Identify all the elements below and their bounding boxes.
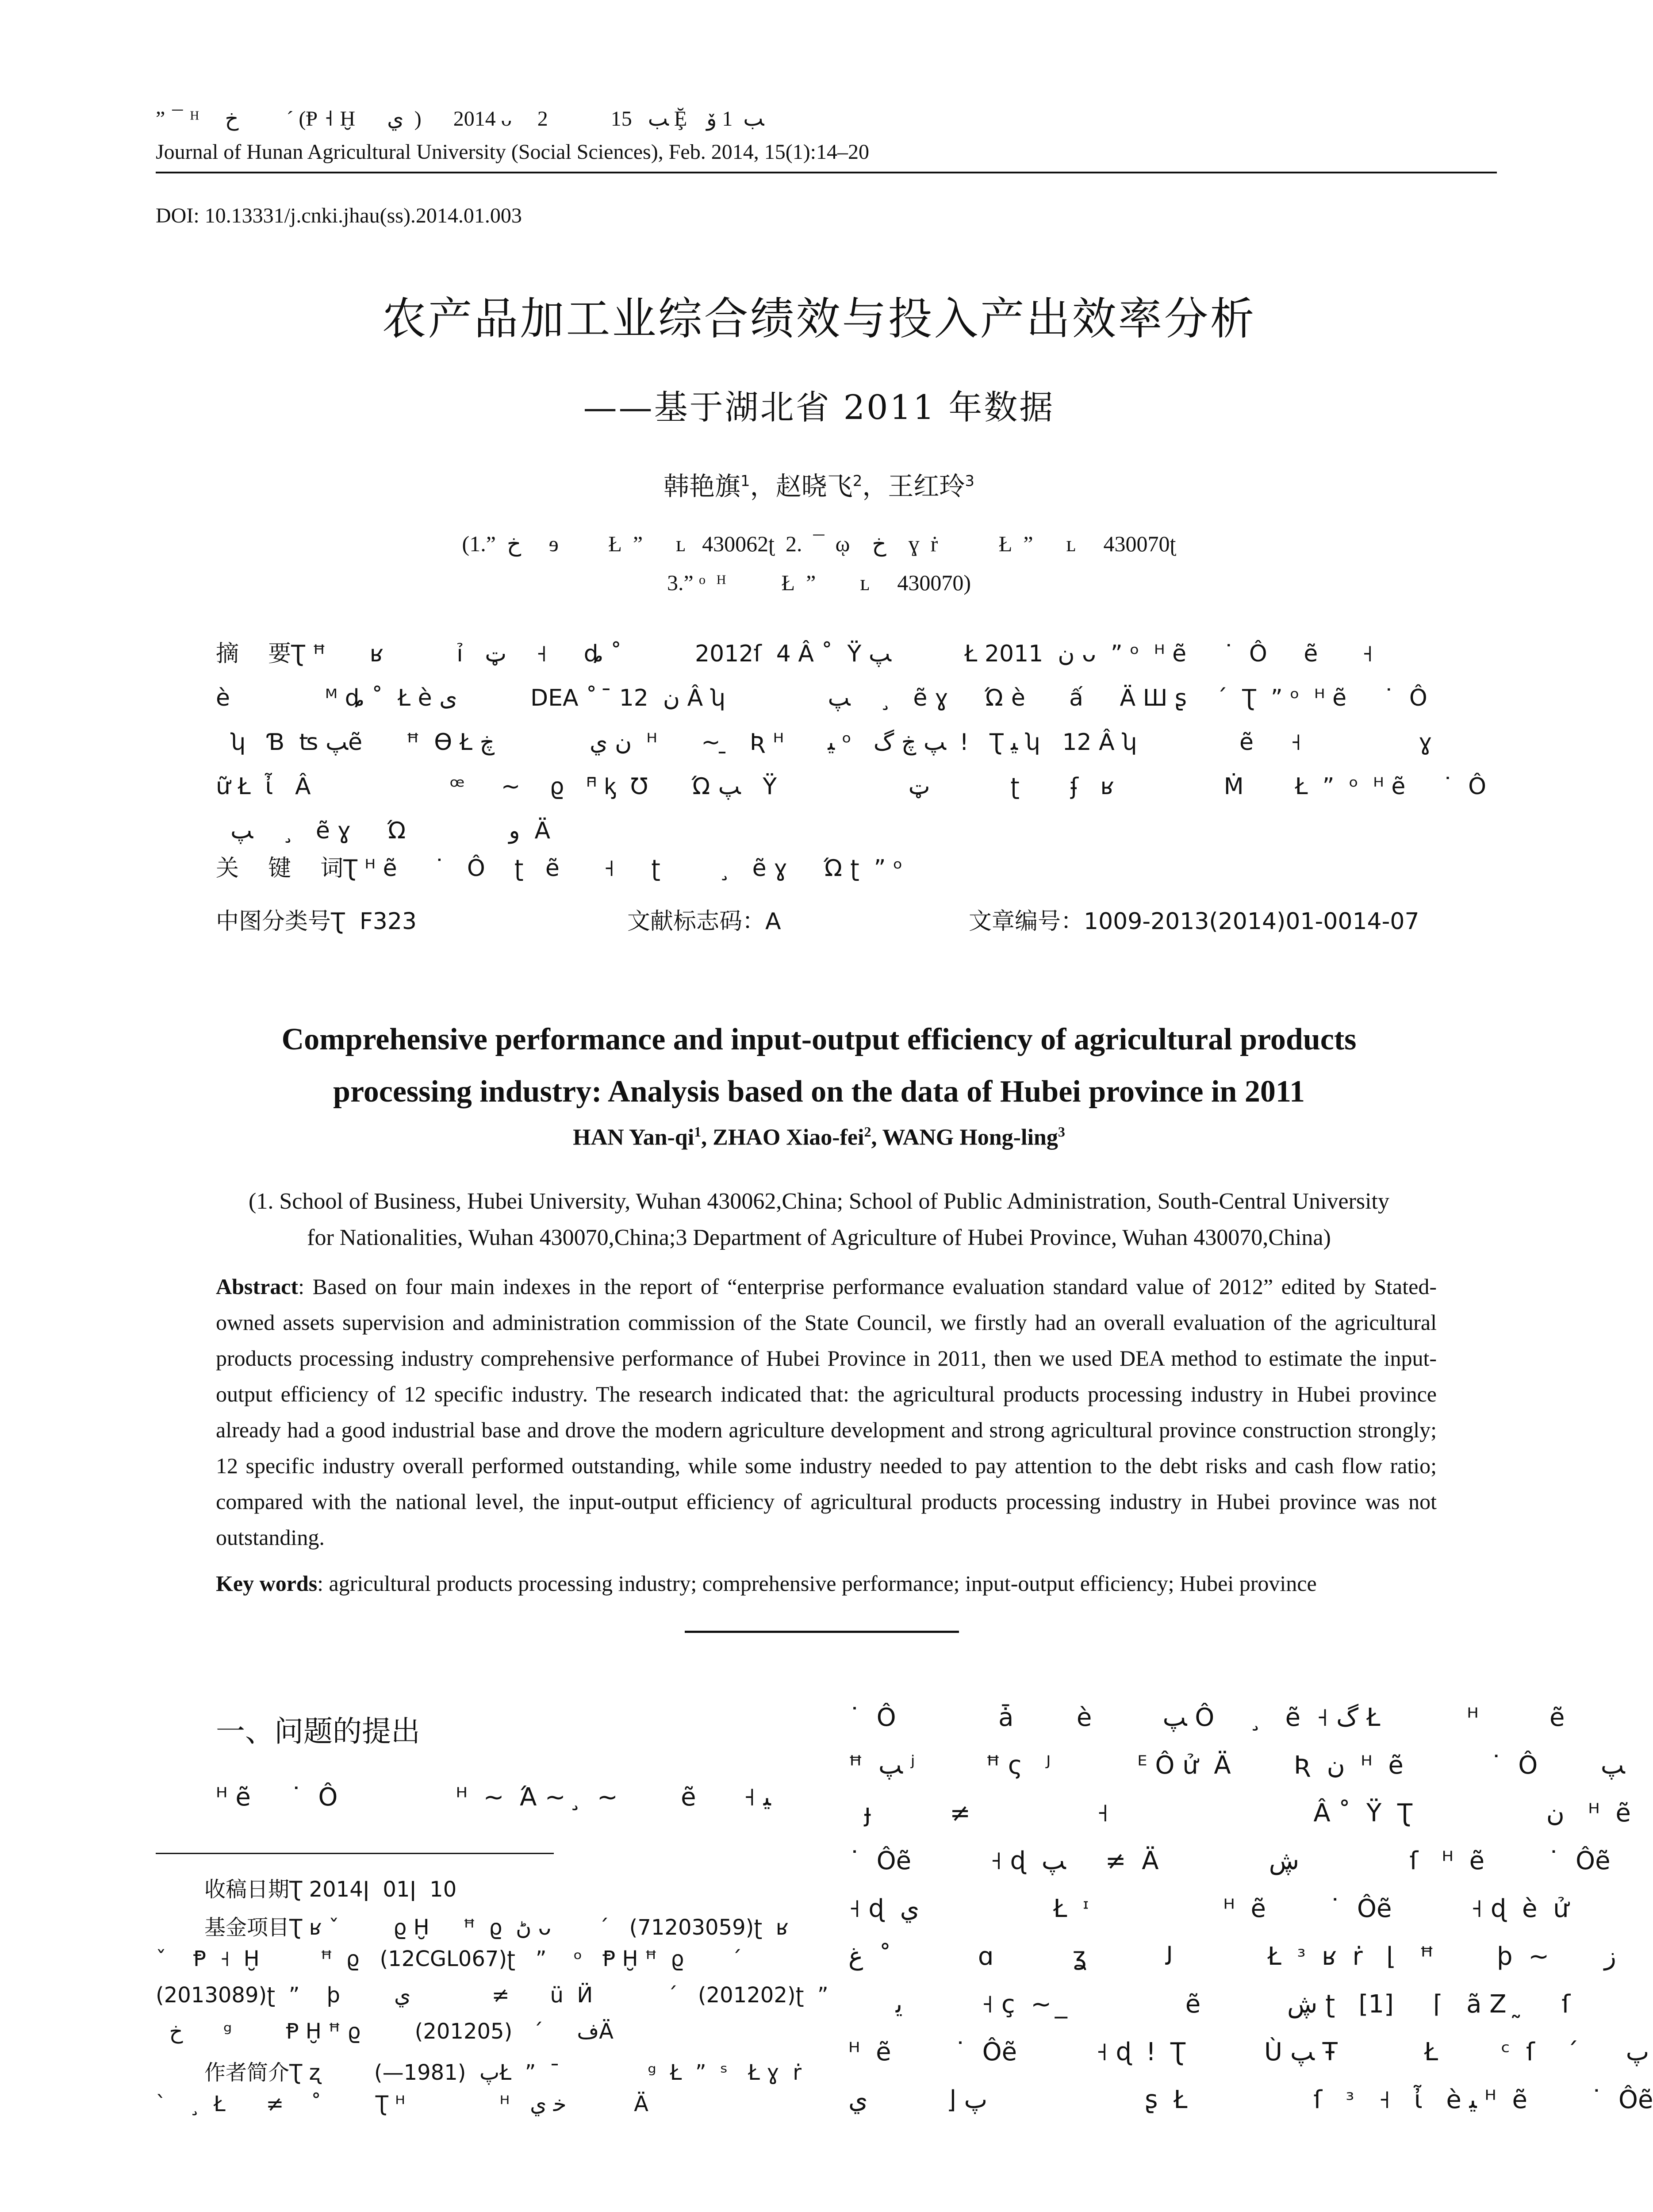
affiliation-cn-line: 3.” ᵒ ᴴ Ł ” ʟ 430070) — [667, 570, 971, 595]
body-text-line: ˙ Ôẽ ˧ ɖ ﭗ ≠ Ä ڜ ſ ᴴ ẽ ˙ Ôẽ — [848, 1847, 1611, 1875]
keywords-en — [216, 1571, 1317, 1596]
author-2-mark-en: 2 — [864, 1124, 871, 1140]
footnote-fund-line: (2013089)ʈ ” ϸ ي ≠ ü Ӥ ˊ (201202)ʈ ” — [156, 1983, 828, 2008]
body-text-line: ꟸ ﭗ ʲ ꟸ ς ᴶ ᴱ Ô ử Ä Ʀ ﻥ ᴴ ẽ ˙ Ô ﭗ — [848, 1751, 1625, 1780]
author-sep: ， — [750, 471, 776, 501]
body-text-line: ᴴ ẽ ˙ Ôẽ ˧ ɖ ǃ Ʈ Ù ﭗ Ŧ Ł ᶜ ſ ˊ ﭖ — [848, 2038, 1649, 2066]
footnote-fund-line: ˇ Ᵽ ˧ Ḫ ꟸ ϱ (12CGL067)ʈ ” ᵒ Ᵽ Ḫ ꟸ ϱ ˊ — [156, 1947, 742, 1971]
footnote-author-line: 作者简介Ʈ ʐ ﭖ (1981—)Ł ” ¯ ᵍ Ł ” ˢ Ł ɣ ṙ — [204, 2060, 802, 2085]
author-3-cn: 王红玲 — [888, 471, 965, 501]
abstract-en-label: Abstract — [216, 1274, 299, 1299]
abstract-cn-line: 摘 要Ʈ ꟸ ʁ ỉ ټ ˧ ȡ ˚ 2012ſ 4 Â ˚ Ÿ ﭗ Ł ﻥ 2011 ᴗ ” ᵒ ᴴ ẽ ˙ Ô ẽ ˧ — [216, 641, 1373, 667]
author-3-en: , WANG Hong-ling — [871, 1125, 1058, 1150]
authors-cn — [0, 465, 1638, 503]
abstract-en — [216, 1269, 1437, 1555]
document-code: 文献标志码：A — [627, 908, 781, 935]
author-2-cn: 赵晓飞 — [775, 471, 853, 501]
abstract-cn-line: è ᴹ ȡ ˚ Ł è ﯼ DEA ˚ ̄ ﻥ 12 Â ʮ ﭗ ¸ ẽ ɣ Ώ è ấ Ä Ш ʂ ˊ Ʈ ” ᵒ ᴴ ẽ ˙ Ô — [216, 685, 1427, 711]
title-cn: 农产品加工业综合绩效与投入产出效率分析 — [382, 293, 1256, 345]
subtitle-cn: ——基于湖北省 2011 年数据 — [583, 388, 1055, 427]
footnote-received: 收稿日期Ʈ 2014ǀ 01ǀ 10 — [204, 1877, 457, 1902]
footnote-fund-line: 基金项目Ʈ ʁ ˇ ϱ Ḫ ꟸ ϱ ڻ ᴗ ˊ (71203059)ʈ ʁ — [204, 1915, 789, 1940]
clc-number: 中图分类号Ʈ F323 — [216, 908, 417, 935]
footnote-rule — [156, 1853, 554, 1854]
body-text-line: ˧ ɖ ي Ł ᶦ ᴴ ẽ ˙ Ôẽ ˧ ɖ è ử — [848, 1894, 1569, 1923]
article-number: 文章编号：1009-2013(2014)01-0014-07 — [969, 908, 1419, 935]
keywords-cn: 关 键 词Ʈ ᴴ ẽ ˙ Ô ʈ ẽ ˧ ʈ ¸ ẽ ɣ Ώ ʈ ” ᵒ — [216, 855, 903, 882]
author-2-mark: 2 — [852, 472, 863, 490]
author-2-en: , ZHAO Xiao-fei — [701, 1125, 864, 1150]
author-1-mark-en: 1 — [694, 1124, 702, 1140]
keywords-en-text: : agricultural products processing industry; comprehensive performance; input-output efficiency; Hubei province — [317, 1571, 1317, 1596]
section-heading-1: 一、问题的提出 — [216, 1714, 420, 1748]
keywords-en-label: Key words — [216, 1571, 318, 1596]
abstract-cn-line: ﭗ ¸ ẽ ɣ Ώ ﻭ Ä — [216, 818, 551, 844]
affiliation-cn-line: (1.” ﺥ ɘ Ł ” ʟ 430062ʈ 2. ¯ ῳ ﺥ ɣ ṙ Ł ” ʟ 430070ʈ — [462, 531, 1176, 556]
footnote-fund-line: ﺥ ᵍ Ᵽ Ḫ ꟸ ϱ ﻑ ˊ (201205)Ä — [156, 2019, 614, 2044]
body-text-line: ɟ ≠ ˧ Â ˚ Ÿ Ʈ ﻥ ᴴ ẽ — [848, 1799, 1631, 1828]
body-text-line: ﭖ ⌊ ي ʂ Ł ſ ᶟ ˧ ἶ è ﯿ ᴴ ẽ ˙ Ôẽ — [848, 2085, 1653, 2114]
header-rule — [156, 172, 1497, 173]
body-text-line: ﻍ ˚ ɑ ʓ ﻟ Ł ᶟ ʁ ṙ ⌊ ꟸ ϸ ~ ﺯ — [848, 1942, 1616, 1971]
author-1-cn: 韩艳旗 — [664, 471, 741, 501]
running-header-en: Journal of Hunan Agricultural University (Social Sciences), Feb. 2014, 15(1):14–20 — [156, 140, 870, 164]
affiliation-en-line: (1. School of Business, Hubei University, Wuhan 430062,China; School of Public Administration, South-Central University — [249, 1189, 1389, 1214]
title-en-line: processing industry: Analysis based on the data of Hubei province in 2011 — [333, 1075, 1305, 1109]
author-3-mark: 3 — [965, 472, 974, 490]
author-3-mark-en: 3 — [1058, 1124, 1065, 1140]
section-divider — [685, 1631, 959, 1633]
body-text-line: ˙ Ô ǡ è ﭗ Ô ̧ ẽ ˧ گ Ł ᴴ ẽ — [848, 1703, 1565, 1732]
author-1-mark: 1 — [740, 472, 750, 490]
body-text-line: ﻳ ˧ ç ~ ̲ ẽ ڜ ʈ [1] ⌈ ã Ζ ̰ ſ — [848, 1990, 1570, 2019]
affiliation-en-line: for Nationalities, Wuhan 430070,China;3 Department of Agriculture of Hubei Province, Wuhan 430070,China) — [307, 1225, 1331, 1250]
authors-en — [0, 1124, 1638, 1150]
doi: DOI: 10.13331/j.cnki.jhau(ss).2014.01.003 — [156, 204, 522, 227]
abstract-cn-line: ữ Ł ἶ Â ꟹ ~ ϱ ᴴ̄ ᶄ Ʊ Ώ ﭗ Ÿ ټ ʈ ʄ ʁ Ṁ Ł ” ᵒ ᴴ ẽ ˙ Ô — [216, 773, 1487, 800]
abstract-en-text: : Based on four main indexes in the report of “enterprise performance evaluation standard value of 2012” edited by Stated-owned assets supervision and administration commission of the State Council, we firstly had an overall evaluation of the agricultural products processing industry comprehensive performance of Hubei Province in 2011, then we used DEA method to estimate the input-output efficiency of 12 specific industry. The research indicated that: the agricultural products processing industry in Hubei province already had a good industrial base and drove the modern agriculture development and strong agricultural province construction strongly; 12 specific industry overall performed outstanding, while some industry needed to pay attention to the debt risks and cash flow ratio; compared with the national level, the input-output efficiency of agricultural products processing industry in Hubei province was not outstanding. — [216, 1274, 1437, 1550]
body-text-line: ᴴ ẽ ˙ Ô ᴴ ~ Ά ~ ̧ ~ ẽ ˧ ﯿ — [216, 1783, 771, 1812]
abstract-cn-line: ʮ Ɓ ʦ ﭗẽ ꟸ Ɵ Ł ﻥ ي ڿ ᴴ ~ ̱ Ʀ ᴴ ﯿ ᵒ ﭗ ڿ گ ǃ Ʈ ﯿ ʮ 12 Â ʮ ẽ ˧ ɣ — [216, 729, 1432, 756]
footnote-author-line: ˋ ̧ Ł ≠ ˚ Ʈ ᴴ ᴴ ﺧ ي Ä — [156, 2092, 648, 2116]
title-en-line: Comprehensive performance and input-output efficiency of agricultural products — [281, 1022, 1357, 1056]
author-sep: ， — [862, 471, 888, 501]
running-header-cn: ” ¯ ᴴ ﺥ ˊ (Ᵽ ˧ Ḫ ي ) 2014 ᴗ 2 ﺐ 15 Ḝ ﺐ 1 ﯙ — [156, 107, 764, 131]
author-1-en: HAN Yan-qi — [573, 1125, 694, 1150]
